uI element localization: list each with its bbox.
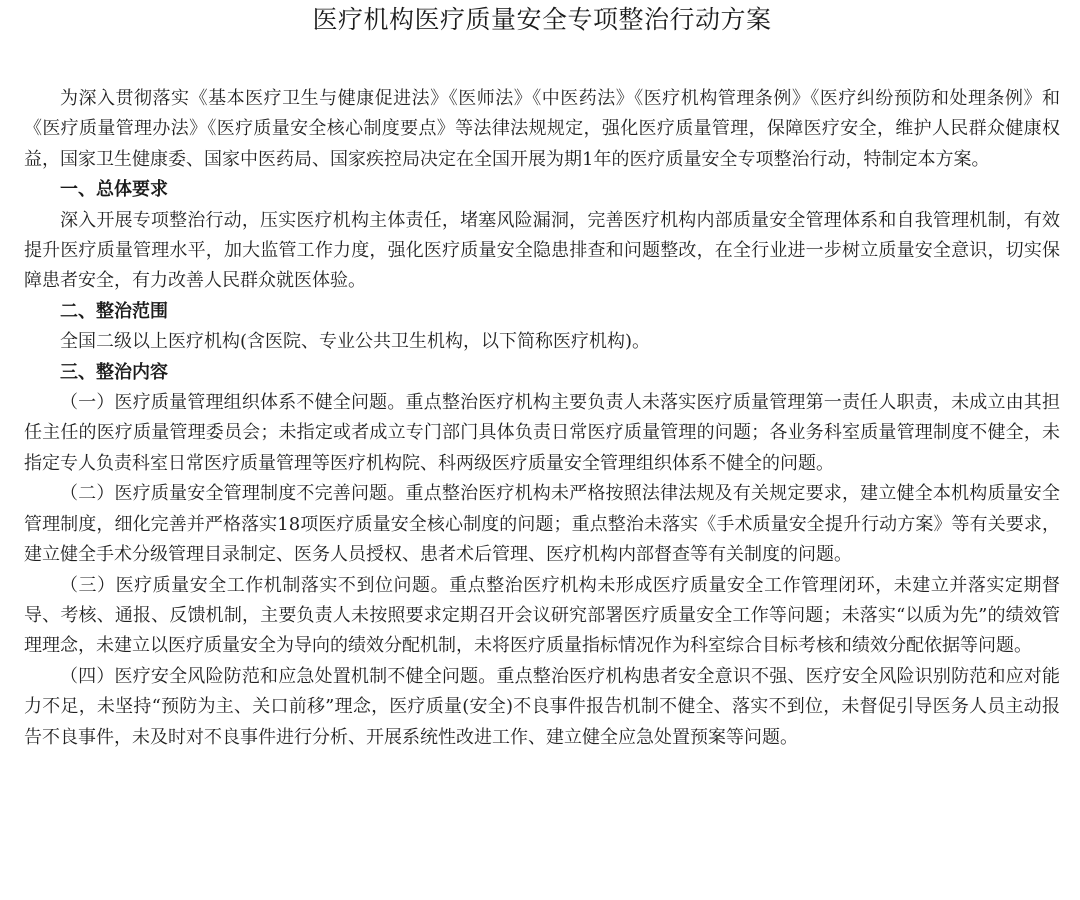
document-title: 医疗机构医疗质量安全专项整治行动方案 [312, 5, 772, 34]
section-heading-scope: 二、整治范围 [60, 300, 168, 322]
content-item-1: （一）医疗质量管理组织体系不健全问题。重点整治医疗机构主要负责人未落实医疗质量管理第一责任人职责，未成立由其担任主任的医疗质量管理委员会；未指定或者成立专门部门具体负责日常医疗质量管理的问题；各业务科室质量管理制度不健全，未指定专人负责科室日常医疗质量管理等医疗机构院、科两级医疗质量安全管理组织体系不健全的问题。 [24, 392, 1060, 474]
content-item-3: （三）医疗质量安全工作机制落实不到位问题。重点整治医疗机构未形成医疗质量安全工作管理闭环，未建立并落实定期督导、考核、通报、反馈机制，主要负责人未按照要求定期召开会议研究部署医疗质量安全工作等问题；未落实“以质为先”的绩效管理理念，未建立以医疗质量安全为导向的绩效分配机制，未将医疗质量指标情况作为科室综合目标考核和绩效分配依据等问题。 [24, 574, 1060, 657]
section-text-general-requirements: 深入开展专项整治行动，压实医疗机构主体责任，堵塞风险漏洞，完善医疗机构内部质量安全管理体系和自我管理机制，有效提升医疗质量管理水平，加大监管工作力度，强化医疗质量安全隐患排查和问题整改，在全行业进一步树立质量安全意识，切实保障患者安全，有力改善人民群众就医体验。 [24, 209, 1060, 292]
intro-paragraph: 为深入贯彻落实《基本医疗卫生与健康促进法》《医师法》《中医药法》《医疗机构管理条例》《医疗纠纷预防和处理条例》和《医疗质量管理办法》《医疗质量安全核心制度要点》等法律法规规定，强化医疗质量管理，保障医疗安全，维护人民群众健康权益，国家卫生健康委、国家中医药局、国家疾控局决定在全国开展为期1年的医疗质量安全专项整治行动，特制定本方案。 [24, 88, 1060, 170]
content-item-4: （四）医疗安全风险防范和应急处置机制不健全问题。重点整治医疗机构患者安全意识不强、医疗安全风险识别防范和应对能力不足，未坚持“预防为主、关口前移”理念，医疗质量(安全)不良事件报告机制不健全、落实不到位，未督促引导医务人员主动报告不良事件，未及时对不良事件进行分析、开展系统性改进工作、建立健全应急处置预案等问题。 [24, 665, 1060, 748]
section-heading-content: 三、整治内容 [60, 361, 168, 383]
content-item-2: （二）医疗质量安全管理制度不完善问题。重点整治医疗机构未严格按照法律法规及有关规定要求，建立健全本机构质量安全管理制度，细化完善并严格落实18项医疗质量安全核心制度的问题；重点整治未落实《手术质量安全提升行动方案》等有关要求，建立健全手术分级管理目录制定、医务人员授权、患者术后管理、医疗机构内部督查等有关制度的问题。 [24, 483, 1060, 566]
document-body [24, 84, 1060, 753]
section-heading-general-requirements: 一、总体要求 [60, 179, 168, 201]
section-text-scope: 全国二级以上医疗机构(含医院、专业公共卫生机构，以下简称医疗机构)。 [60, 331, 651, 353]
